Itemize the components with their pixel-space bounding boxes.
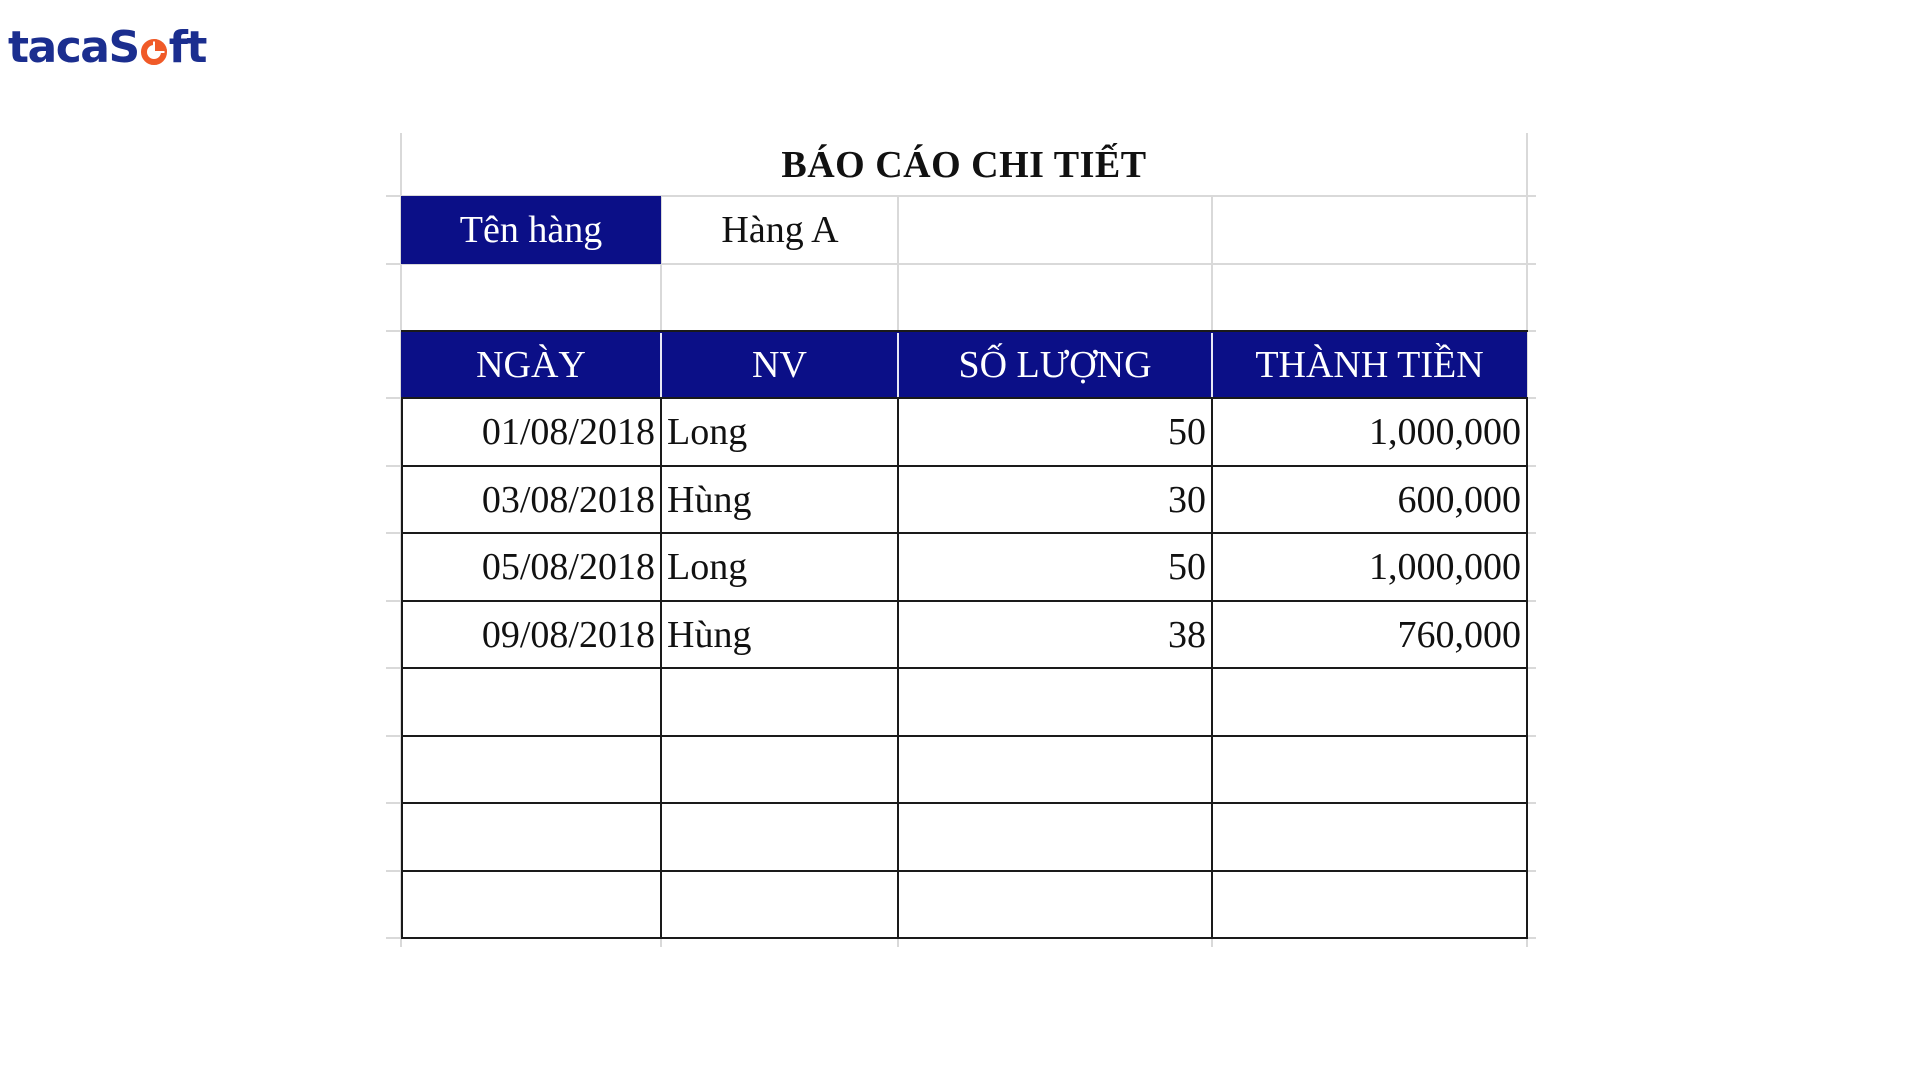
table-border bbox=[401, 735, 1528, 737]
filter-label: Tên hàng bbox=[459, 209, 603, 251]
empty-cell[interactable] bbox=[401, 871, 661, 938]
filter-label-cell[interactable] bbox=[401, 196, 661, 264]
column-header-label: NGÀY bbox=[476, 343, 586, 386]
empty-cell[interactable] bbox=[1212, 803, 1527, 871]
table-border bbox=[401, 465, 1528, 467]
logo-text-suffix: ft bbox=[168, 22, 206, 73]
cell-quantity[interactable]: 38 bbox=[1168, 613, 1206, 656]
empty-cell[interactable] bbox=[661, 668, 898, 736]
empty-cell[interactable] bbox=[1212, 668, 1527, 736]
empty-cell[interactable] bbox=[401, 736, 661, 803]
empty-cell[interactable] bbox=[898, 871, 1212, 938]
table-border bbox=[401, 937, 1528, 939]
table-border bbox=[401, 532, 1528, 534]
empty-cell[interactable] bbox=[401, 668, 661, 736]
table-border bbox=[1526, 398, 1528, 939]
cell-quantity[interactable]: 30 bbox=[1168, 478, 1206, 521]
cell-amount[interactable]: 1,000,000 bbox=[1369, 411, 1521, 453]
header-separator bbox=[1211, 333, 1213, 397]
empty-cell[interactable] bbox=[898, 803, 1212, 871]
cell-date[interactable]: 05/08/2018 bbox=[481, 546, 655, 588]
cell-amount[interactable]: 1,000,000 bbox=[1369, 546, 1521, 588]
empty-cell[interactable] bbox=[661, 736, 898, 803]
report-title: BÁO CÁO CHI TIẾT bbox=[781, 143, 1147, 186]
cell-staff[interactable]: Long bbox=[667, 546, 748, 588]
logo-text-prefix: tacaS bbox=[8, 22, 139, 73]
empty-cell[interactable] bbox=[661, 871, 898, 938]
column-header-amount[interactable] bbox=[1212, 331, 1527, 398]
table-border bbox=[897, 398, 899, 939]
cell-staff[interactable]: Hùng bbox=[667, 613, 752, 656]
column-header-date[interactable] bbox=[401, 331, 661, 398]
cell-date[interactable]: 03/08/2018 bbox=[481, 478, 655, 521]
empty-cell[interactable] bbox=[898, 668, 1212, 736]
empty-cell[interactable] bbox=[661, 803, 898, 871]
empty-cell[interactable] bbox=[1212, 871, 1527, 938]
table-border bbox=[401, 397, 1528, 399]
cell-amount[interactable]: 600,000 bbox=[1397, 478, 1521, 521]
filter-value: Hàng A bbox=[721, 209, 839, 251]
table-border bbox=[401, 667, 1528, 669]
table-border bbox=[401, 870, 1528, 872]
cell-staff[interactable]: Long bbox=[667, 411, 748, 453]
empty-cell[interactable] bbox=[401, 803, 661, 871]
cell-quantity[interactable]: 50 bbox=[1168, 411, 1206, 453]
table-border bbox=[401, 600, 1528, 602]
header-separator bbox=[897, 333, 899, 397]
table-border bbox=[1211, 398, 1213, 939]
column-header-label: THÀNH TIỀN bbox=[1255, 343, 1484, 386]
column-header-staff[interactable] bbox=[661, 331, 898, 398]
header-separator bbox=[660, 333, 662, 397]
column-header-label: NV bbox=[752, 343, 807, 386]
cell-date[interactable]: 01/08/2018 bbox=[481, 411, 655, 453]
cell-staff[interactable]: Hùng bbox=[667, 478, 752, 521]
table-border bbox=[401, 398, 403, 939]
column-header-label: SỐ LƯỢNG bbox=[958, 343, 1152, 386]
empty-cell[interactable] bbox=[898, 736, 1212, 803]
cell-date[interactable]: 09/08/2018 bbox=[481, 613, 655, 656]
table-border bbox=[401, 802, 1528, 804]
table-border bbox=[401, 330, 1528, 332]
column-header-quantity[interactable] bbox=[898, 331, 1212, 398]
cell-amount[interactable]: 760,000 bbox=[1397, 613, 1521, 656]
cell-quantity[interactable]: 50 bbox=[1168, 546, 1206, 588]
table-border bbox=[660, 398, 662, 939]
empty-cell[interactable] bbox=[1212, 736, 1527, 803]
filter-value-cell[interactable] bbox=[662, 196, 898, 264]
